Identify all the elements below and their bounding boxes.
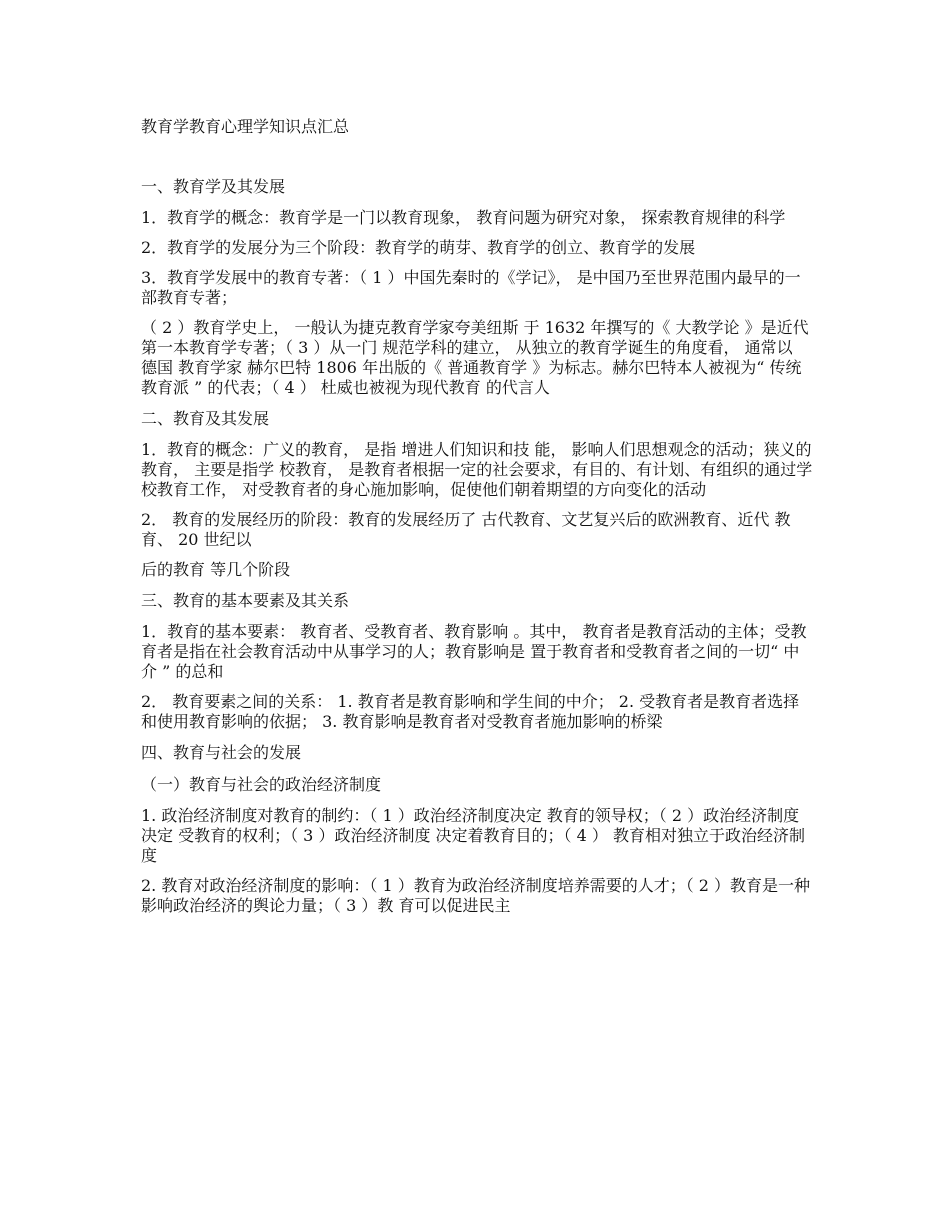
paragraph: 2．教育学的发展分为三个阶段：教育学的萌芽、教育学的创立、教育学的发展 <box>141 238 696 257</box>
document-page <box>141 116 813 926</box>
paragraph: 1．教育的概念：广义的教育， 是指 增进人们知识和技 能， 影响人们思想观念的活动；狭义的教育， 主要是指学 校教育， 是教育者根据一定的社会要求，有目的、有计划、有组织的通过学校教育工作， 对受教育者的身心施加影响，促使他们朝着期望的方向变化的活动 <box>141 440 813 499</box>
section-heading: 四、教育与社会的发展 <box>141 743 302 762</box>
subsection-heading: （一）教育与社会的政治经济制度 <box>141 775 382 794</box>
section-heading: 一、教育学及其发展 <box>141 177 286 196</box>
paragraph: 后的教育 等几个阶段 <box>141 560 291 579</box>
paragraph: 2. 教育对政治经济制度的影响：（ 1 ）教育为政治经济制度培养需要的人才；（ 2 ）教育是一种影响政治经济的舆论力量；（ 3 ）教 育可以促进民主 <box>141 876 811 915</box>
paragraph: 2． 教育的发展经历的阶段：教育的发展经历了 古代教育、文艺复兴后的欧洲教育、近代 教育、 20 世纪以 <box>141 510 791 549</box>
paragraph: （ 2 ）教育学史上， 一般认为捷克教育学家夸美纽斯 于 1632 年撰写的《 大教学论 》是近代第一本教育学专著；（ 3 ）从一门 规范学科的建立， 从独立的教育学诞生的角度看， 通常以 德国 教育学家 赫尔巴特 1806 年出版的《 普通教育学 》为标志。赫尔巴特本人被视为“ 传统教育派 ” 的代表；（ 4 ） 杜威也被视为现代教育 的代言人 <box>141 318 809 397</box>
paragraph: 1. 政治经济制度对教育的制约：（ 1 ）政治经济制度决定 教育的领导权；（ 2 ）政治经济制度决定 受教育的权利；（ 3 ）政治经济制度 决定着教育目的；（ 4 ） 教育相对独立于政治经济制度 <box>141 806 805 865</box>
section-heading: 二、教育及其发展 <box>141 409 270 428</box>
paragraph: 3．教育学发展中的教育专著：（ 1 ）中国先秦时的《学记》， 是中国乃至世界范围内最早的一部教育专著； <box>141 268 801 307</box>
document-title: 教育学教育心理学知识点汇总 <box>141 117 350 136</box>
paragraph: 1．教育的基本要素： 教育者、受教育者、教育影响 。其中， 教育者是教育活动的主体；受教育者是指在社会教育活动中从事学习的人；教育影响是 置于教育者和受教育者之间的一切“ 中介 ” 的总和 <box>141 622 807 681</box>
section-heading: 三、教育的基本要素及其关系 <box>141 591 350 610</box>
paragraph: 1．教育学的概念：教育学是一门以教育现象， 教育问题为研究对象， 探索教育规律的科学 <box>141 208 786 227</box>
paragraph: 2． 教育要素之间的关系： 1. 教育者是教育影响和学生间的中介； 2. 受教育者是教育者选择和使用教育影响的依据； 3. 教育影响是教育者对受教育者施加影响的桥梁 <box>141 692 800 731</box>
